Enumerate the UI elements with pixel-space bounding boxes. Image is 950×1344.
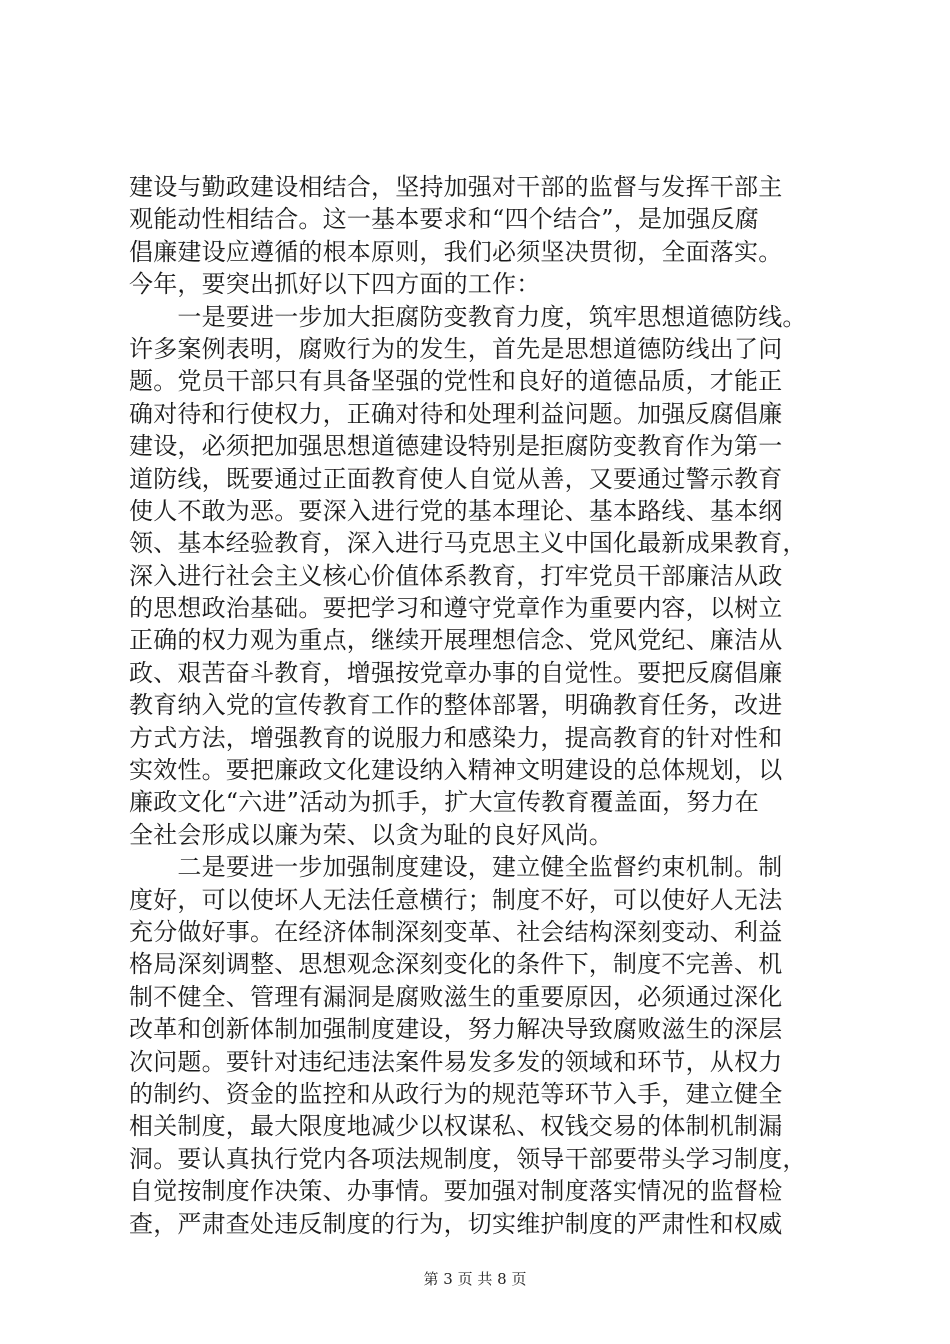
text-line: 查，严肃查处违反制度的行为，切实维护制度的严肃性和权威 <box>129 1209 783 1238</box>
text-line: 道防线，既要通过正面教育使人自觉从善，又要通过警示教育 <box>129 464 783 493</box>
text-line: 洞。要认真执行党内各项法规制度，领导干部要带头学习制度， <box>129 1144 807 1173</box>
text-line: 的思想政治基础。要把学习和遵守党章作为重要内容，以树立 <box>129 594 783 623</box>
text-line: 许多案例表明，腐败行为的发生，首先是思想道德防线出了问 <box>129 334 783 363</box>
text-line: 相关制度，最大限度地减少以权谋私、权钱交易的体制机制漏 <box>129 1112 783 1141</box>
text-line: 格局深刻调整、思想观念深刻变化的条件下，制度不完善、机 <box>129 950 783 979</box>
text-line: 建设与勤政建设相结合，坚持加强对干部的监督与发挥干部主 <box>129 173 783 201</box>
text-line: 使人不敢为恶。要深入进行党的基本理论、基本路线、基本纲 <box>129 496 783 525</box>
body-text <box>129 171 849 1240</box>
text-line: 建设，必须把加强思想道德建设特别是拒腐防变教育作为第一 <box>129 432 783 461</box>
text-line: 全社会形成以廉为荣、以贪为耻的良好风尚。 <box>129 820 613 849</box>
text-line: 观能动性相结合。这一基本要求和“四个结合”，是加强反腐 <box>129 205 759 234</box>
text-line: 倡廉建设应遵循的根本原则，我们必须坚决贯彻，全面落实。 <box>129 237 783 266</box>
text-line: 正确的权力观为重点，继续开展理想信念、党风党纪、廉洁从 <box>129 626 783 655</box>
text-line: 领、基本经验教育，深入进行马克思主义中国化最新成果教育， <box>129 529 807 558</box>
text-line: 实效性。要把廉政文化建设纳入精神文明建设的总体规划，以 <box>129 756 783 785</box>
text-line: 制不健全、管理有漏洞是腐败滋生的重要原因，必须通过深化 <box>129 982 783 1011</box>
text-line: 今年，要突出抓好以下四方面的工作： <box>129 270 541 299</box>
text-line: 深入进行社会主义核心价值体系教育，打牢党员干部廉洁从政 <box>129 561 783 590</box>
text-line: 次问题。要针对违纪违法案件易发多发的领域和环节，从权力 <box>129 1047 783 1076</box>
text-line: 政、艰苦奋斗教育，增强按党章办事的自觉性。要把反腐倡廉 <box>129 658 783 687</box>
text-line: 确对待和行使权力，正确对待和处理利益问题。加强反腐倡廉 <box>129 399 783 428</box>
text-line: 廉政文化“六进”活动为抓手，扩大宣传教育覆盖面，努力在 <box>129 788 759 817</box>
text-line: 自觉按制度作决策、办事情。要加强对制度落实情况的监督检 <box>129 1177 783 1206</box>
text-line: 教育纳入党的宣传教育工作的整体部署，明确教育任务，改进 <box>129 691 783 720</box>
text-line: 题。党员干部只有具备坚强的党性和良好的道德品质，才能正 <box>129 367 783 396</box>
text-line: 改革和创新体制加强制度建设，努力解决导致腐败滋生的深层 <box>129 1015 783 1044</box>
text-line: 充分做好事。在经济体制深刻变革、社会结构深刻变动、利益 <box>129 917 783 946</box>
text-line: 度好，可以使坏人无法任意横行；制度不好，可以使好人无法 <box>129 885 783 914</box>
text-line: 二是要进一步加强制度建设，建立健全监督约束机制。制 <box>129 853 783 882</box>
text-line: 一是要进一步加大拒腐防变教育力度，筑牢思想道德防线。 <box>129 302 807 331</box>
page-footer: 第 3 页 共 8 页 <box>423 1270 527 1288</box>
text-line: 方式方法，增强教育的说服力和感染力，提高教育的针对性和 <box>129 723 783 752</box>
text-line: 的制约、资金的监控和从政行为的规范等环节入手，建立健全 <box>129 1079 783 1108</box>
